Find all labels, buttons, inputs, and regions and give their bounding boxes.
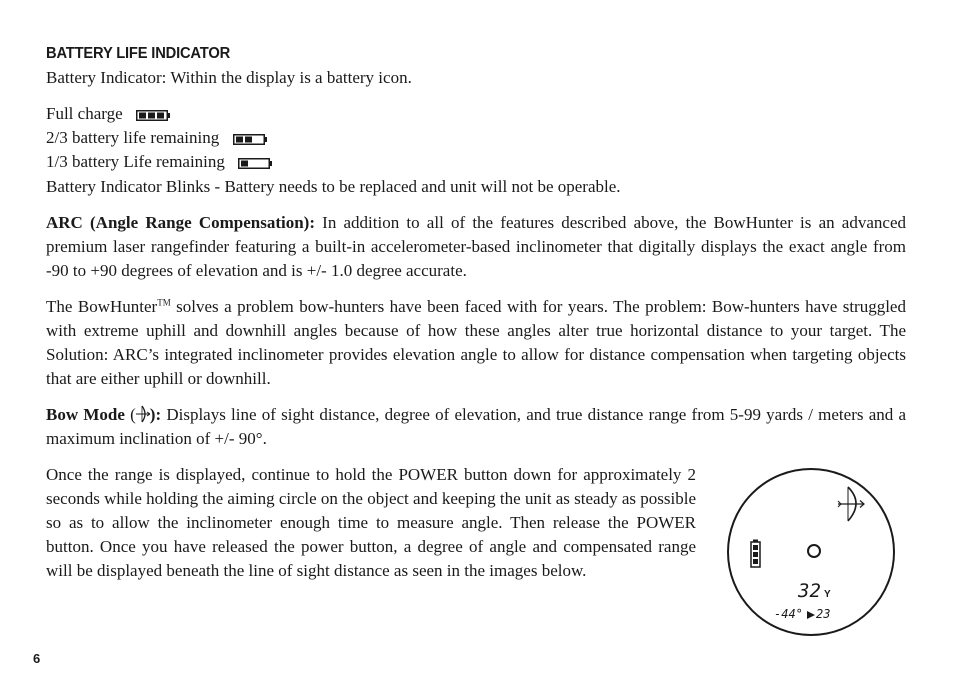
battery-level-one-third	[46, 150, 272, 174]
battery-level-label: 1/3 battery Life remaining	[46, 152, 225, 171]
display-compensated: 23	[816, 607, 831, 621]
bowhunter-prefix: The BowHunter	[46, 297, 158, 316]
bow-mode-paragraph	[46, 403, 906, 451]
bow-mode-close: ):	[149, 405, 162, 424]
battery-full-icon	[136, 110, 170, 121]
arc-text: In addition to all of the features described above, the BowHunter is an advanced premium laser rangefinder featuring a built-in accelerometer-based inclinometer that digitally displays the exact angle from -90 to +90 degrees of elevation and is +/- 1.0 degree accurate.	[46, 213, 906, 280]
bow-mode-term: Bow Mode	[46, 405, 125, 424]
bow-mode-icon	[136, 405, 150, 423]
display-angle: -44°	[774, 607, 803, 621]
battery-intro: Battery Indicator: Within the display is a battery icon.	[46, 68, 412, 87]
battery-level-full	[46, 102, 170, 126]
rangefinder-display	[726, 467, 896, 637]
battery-level-label: Full charge	[46, 104, 123, 123]
display-distance: 32	[798, 580, 821, 602]
battery-level-label: 2/3 battery life remaining	[46, 128, 220, 147]
instructions-paragraph: Once the range is displayed, continue to hold the POWER button down for approximately 2 seconds while holding the aiming circle on the object and keeping the unit as steady as possible so as to allow the inclinometer enough time to measure angle. Then release the POWER button. Once you have released the power button, a degree of angle and compensated range will be displayed beneath the line of sight distance as seen in the images below.	[46, 465, 696, 580]
battery-one-third-icon	[238, 158, 272, 169]
bow-mode-text: Displays line of sight distance, degree of elevation, and true distance range from 5-99 yards / meters and a maximum inclination of +/- 90°.	[46, 405, 906, 448]
display-lens-outline	[728, 469, 894, 635]
arc-paragraph	[46, 211, 906, 283]
battery-blink-note: Battery Indicator Blinks - Battery needs to be replaced and unit will not be operable.	[46, 177, 621, 196]
arc-term: ARC (Angle Range Compensation):	[46, 213, 315, 232]
section-heading: BATTERY LIFE INDICATOR	[46, 45, 231, 62]
trademark-mark: TM	[157, 297, 171, 308]
bow-mode-open: (	[124, 405, 136, 424]
battery-level-two-thirds	[46, 126, 267, 150]
display-unit: Y	[824, 589, 831, 600]
battery-two-thirds-icon	[233, 134, 267, 145]
bowhunter-text: solves a problem bow-hunters have been faced with for years. The problem: Bow-hunters have struggled with extreme uphill and downhill angles because of how these angles alter true horizontal distance to your target. The Solution: ARC’s integrated inclinometer provides elevation angle to allow for distance compensation when targeting objects that are either uphill or downhill.	[46, 297, 906, 388]
page-number: 6	[33, 651, 41, 666]
bowhunter-paragraph	[46, 295, 906, 391]
